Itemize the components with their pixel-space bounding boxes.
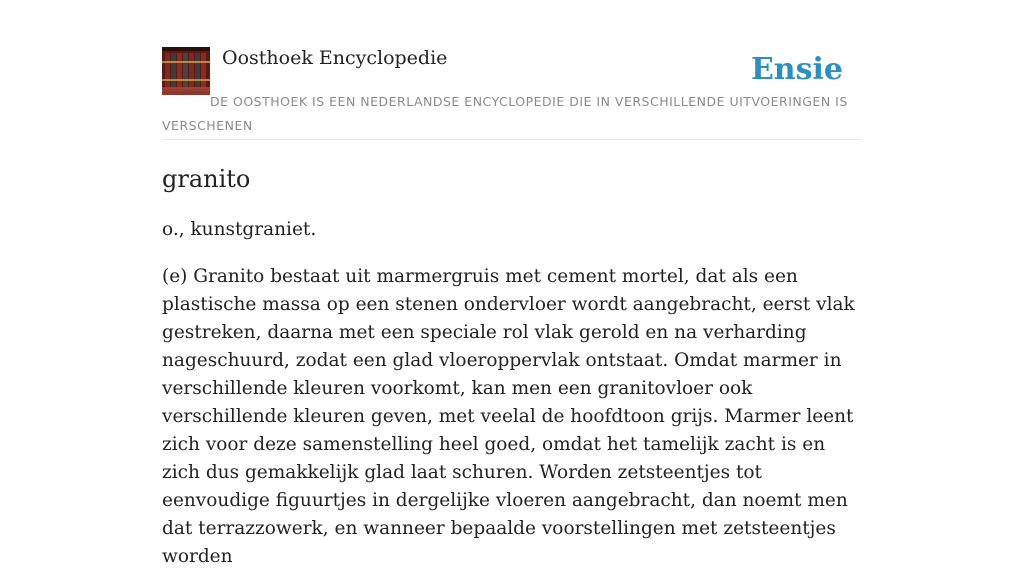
bookshelf-icon [162, 47, 210, 95]
ensie-logo[interactable]: Ensie [750, 52, 843, 87]
source-name-link[interactable]: Oosthoek Encyclopedie [222, 47, 448, 69]
source-header [162, 0, 862, 140]
source-avatar[interactable] [162, 47, 210, 95]
content-container [162, 0, 862, 567]
term-title: granito [162, 165, 251, 193]
term-body: (e) Granito bestaat uit marmergruis met cement mortel, dat als een plastische massa op een stenen ondervloer wordt aangebracht, eerst vlak gestreken, daarna met een speciale rol vlak gerold en na verharding nageschuurd, zodat een glad vloeroppervlak ontstaat. Omdat marmer in verschillende kleuren voorkomt, kan men een granitovloer ook verschillende kleuren geven, met veelal de hoofdtoon grijs. Marmer leent zich voor deze samenstelling heel goed, omdat het tamelijk zacht is en zich dus gemakkelijk glad laat schuren. Worden zetsteentjes tot eenvoudige figuurtjes in dergelijke vloeren aangebracht, dan noemt men dat terrazzowerk, en wanneer bepaalde voorstellingen met zetsteentjes worden [162, 266, 855, 567]
source-description: DE OOSTHOEK IS EEN NEDERLANDSE ENCYCLOPEDIE DIE IN VERSCHILLENDE UITVOERINGEN IS VERSCHENEN [162, 94, 848, 133]
term-definition: o., kunstgraniet. [162, 219, 317, 240]
